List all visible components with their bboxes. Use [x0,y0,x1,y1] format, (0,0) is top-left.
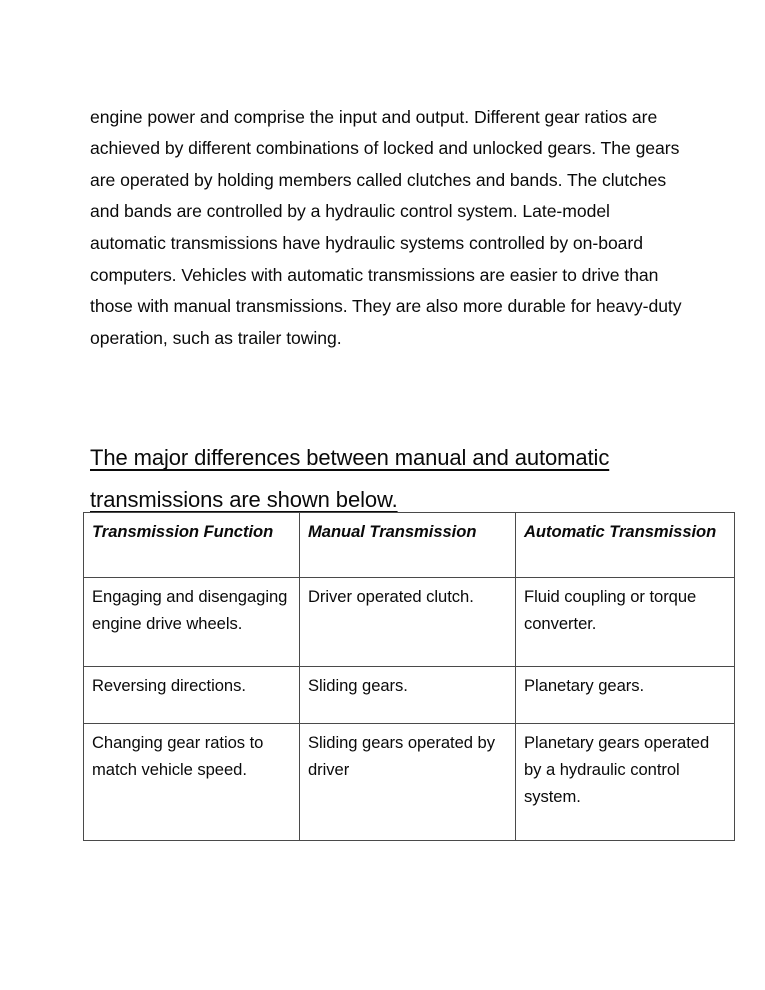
section-heading-text: The major differences between manual and automatic transmissions are shown below. [90,445,610,512]
transmission-comparison-table [83,512,735,841]
table-cell: Changing gear ratios to match vehicle speed. [84,724,300,841]
column-header-manual-transmission: Manual Transmission [300,513,516,578]
table-row [84,724,735,841]
section-heading [90,437,690,520]
table-cell: Planetary gears operated by a hydraulic control system. [516,724,735,841]
table-header-row [84,513,735,578]
table-row [84,578,735,667]
table-cell: Driver operated clutch. [300,578,516,667]
table-cell: Engaging and disengaging engine drive wheels. [84,578,300,667]
body-paragraph: engine power and comprise the input and output. Different gear ratios are achieved by different combinations of locked and unlocked gears. The gears are operated by holding members called clutches and bands. The clutches and bands are controlled by a hydraulic control system. Late-model automatic transmissions have hydraulic systems controlled by on-board computers. Vehicles with automatic transmissions are easier to drive than those with manual transmissions. They are also more durable for heavy-duty operation, such as trailer towing. [90,106,682,348]
table-cell: Fluid coupling or torque converter. [516,578,735,667]
table-cell: Sliding gears. [300,667,516,724]
table-row [84,667,735,724]
table-cell: Sliding gears operated by driver [300,724,516,841]
table-cell: Planetary gears. [516,667,735,724]
column-header-transmission-function: Transmission Function [84,513,300,578]
column-header-automatic-transmission: Automatic Transmission [516,513,735,578]
table-cell: Reversing directions. [84,667,300,724]
